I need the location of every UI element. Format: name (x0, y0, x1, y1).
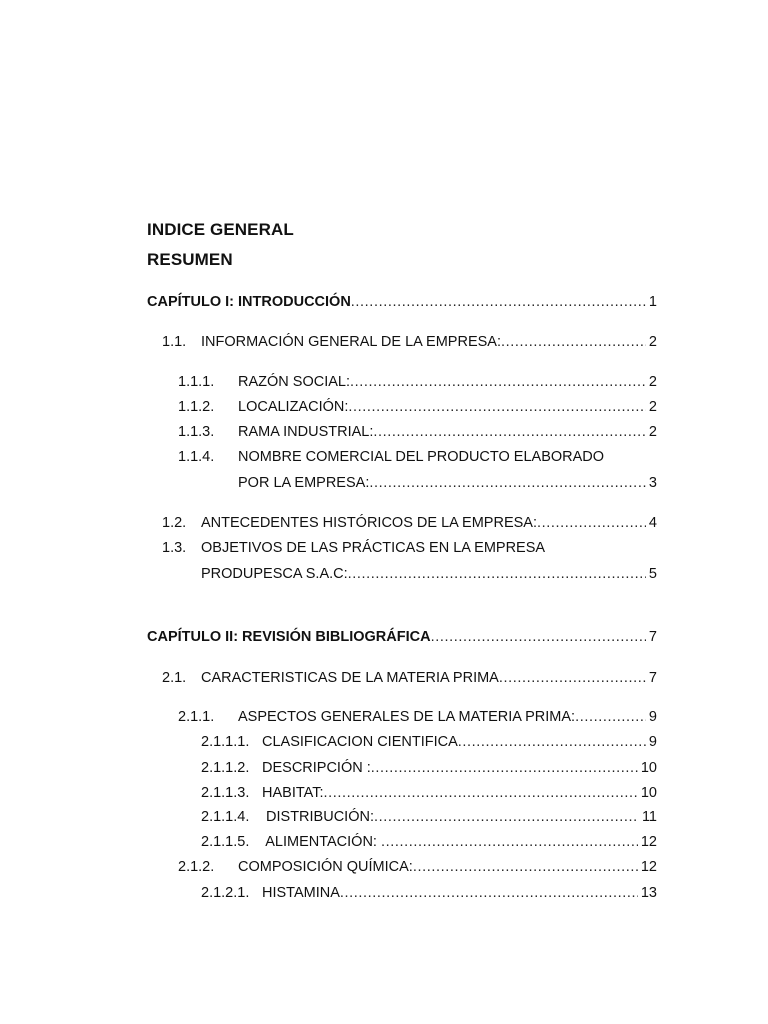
toc-page-number: 2 (648, 399, 657, 415)
toc-leader-dots (431, 627, 646, 647)
toc-entry-title: RAMA INDUSTRIAL: (238, 424, 374, 440)
toc-page-number: 2 (648, 374, 657, 390)
toc-entry-title: RAZÓN SOCIAL: (238, 374, 350, 390)
toc-entry-1-1-4[interactable] (238, 473, 657, 493)
toc-leader-dots (324, 783, 638, 803)
toc-page-number: 9 (648, 734, 657, 750)
toc-entry-title: DESCRIPCIÓN : (262, 760, 371, 776)
toc-entry-title: HABITAT: (262, 785, 324, 801)
toc-leader-dots (351, 292, 646, 312)
toc-page-number: 13 (640, 885, 657, 901)
toc-leader-dots (499, 668, 646, 688)
toc-entry-number: 2.1.1. (178, 709, 215, 725)
toc-entry-2-1-1-3[interactable] (201, 783, 657, 803)
toc-leader-dots (374, 807, 639, 827)
toc-leader-dots (537, 513, 646, 533)
toc-entry-1-2[interactable] (162, 513, 657, 533)
toc-page-number: 7 (648, 670, 657, 686)
toc-page-number: 10 (640, 785, 657, 801)
toc-entry-2-1-1[interactable] (178, 707, 657, 727)
toc-leader-dots (350, 372, 646, 392)
toc-page-number: 11 (641, 809, 657, 825)
toc-entry-number: 2.1.2. (178, 859, 215, 875)
toc-entry-number: 2.1.1.5. (201, 834, 250, 850)
toc-page-number: 3 (648, 475, 657, 491)
toc-entry-number: 2.1. (162, 670, 187, 686)
toc-leader-dots (458, 732, 646, 752)
toc-entry-1-1-3[interactable] (178, 422, 657, 442)
toc-entry-number: 1.1.2. (178, 399, 215, 415)
toc-entry-title: ALIMENTACIÓN: (262, 834, 381, 850)
toc-entry-number: 1.1.4. (178, 449, 215, 465)
resumen-heading: RESUMEN (147, 250, 233, 269)
toc-entry-1-3[interactable] (201, 564, 657, 584)
toc-page-number: 12 (640, 834, 657, 850)
toc-page-number: 4 (648, 515, 657, 531)
toc-entry-number: 1.3. (162, 540, 187, 556)
toc-entry-title: DISTRIBUCIÓN: (262, 809, 374, 825)
toc-entry-number: 2.1.2.1. (201, 885, 250, 901)
toc-entry-title: ANTECEDENTES HISTÓRICOS DE LA EMPRESA: (201, 515, 537, 531)
toc-entry-title: CAPÍTULO II: REVISIÓN BIBLIOGRÁFICA (147, 629, 431, 645)
toc-entry-title-line1: OBJETIVOS DE LAS PRÁCTICAS EN LA EMPRESA (201, 540, 546, 556)
indice-general-heading: INDICE GENERAL (147, 220, 294, 239)
toc-entry-2-1-1-5[interactable] (201, 832, 657, 852)
toc-entry-title: HISTAMINA (262, 885, 340, 901)
toc-leader-dots (413, 857, 638, 877)
toc-entry-number: 1.1.3. (178, 424, 215, 440)
toc-leader-dots (501, 332, 646, 352)
toc-entry-number: 1.2. (162, 515, 187, 531)
toc-leader-dots (369, 473, 646, 493)
toc-entry-number: 1.1.1. (178, 374, 215, 390)
toc-leader-dots (373, 422, 646, 442)
toc-page-number: 7 (648, 629, 657, 645)
toc-entry-2-1-2[interactable] (178, 857, 657, 877)
toc-page-number: 2 (648, 424, 657, 440)
toc-page-number: 9 (648, 709, 657, 725)
toc-entry-title: INFORMACIÓN GENERAL DE LA EMPRESA: (201, 334, 501, 350)
toc-leader-dots (371, 758, 638, 778)
toc-page-number: 5 (648, 566, 657, 582)
toc-entry-cap2[interactable] (147, 627, 657, 647)
toc-entry-title: CLASIFICACION CIENTIFICA (262, 734, 458, 750)
toc-entry-title: ASPECTOS GENERALES DE LA MATERIA PRIMA: (238, 709, 576, 725)
toc-entry-2-1-1-4[interactable] (201, 807, 657, 827)
toc-entry-number: 2.1.1.1. (201, 734, 250, 750)
toc-entry-2-1[interactable] (162, 668, 657, 688)
toc-leader-dots (348, 397, 646, 417)
toc-entry-number: 2.1.1.2. (201, 760, 250, 776)
toc-entry-title: LOCALIZACIÓN: (238, 399, 349, 415)
toc-leader-dots (340, 883, 638, 903)
toc-entry-1-1[interactable] (162, 332, 657, 352)
toc-entry-2-1-1-1[interactable] (201, 732, 657, 752)
toc-page-number: 2 (648, 334, 657, 350)
toc-leader-dots (575, 707, 646, 727)
toc-entry-cap1[interactable] (147, 292, 657, 312)
toc-leader-dots (381, 832, 638, 852)
toc-entry-title: CARACTERISTICAS DE LA MATERIA PRIMA (201, 670, 499, 686)
toc-entry-title: PRODUPESCA S.A.C: (201, 566, 348, 582)
toc-page-number: 1 (648, 294, 657, 310)
toc-entry-1-1-1[interactable] (178, 372, 657, 392)
toc-entry-number: 2.1.1.4. (201, 809, 250, 825)
toc-leader-dots (348, 564, 646, 584)
toc-entry-1-1-2[interactable] (178, 397, 657, 417)
toc-entry-2-1-1-2[interactable] (201, 758, 657, 778)
toc-entry-title: COMPOSICIÓN QUÍMICA: (238, 859, 413, 875)
toc-entry-title-line1: NOMBRE COMERCIAL DEL PRODUCTO ELABORADO (238, 449, 605, 465)
toc-entry-number: 2.1.1.3. (201, 785, 250, 801)
toc-entry-number: 1.1. (162, 334, 187, 350)
toc-page-number: 10 (640, 760, 657, 776)
toc-entry-title: POR LA EMPRESA: (238, 475, 370, 491)
toc-page-number: 12 (640, 859, 657, 875)
toc-entry-title: CAPÍTULO I: INTRODUCCIÓN (147, 294, 351, 310)
toc-entry-2-1-2-1[interactable] (201, 883, 657, 903)
